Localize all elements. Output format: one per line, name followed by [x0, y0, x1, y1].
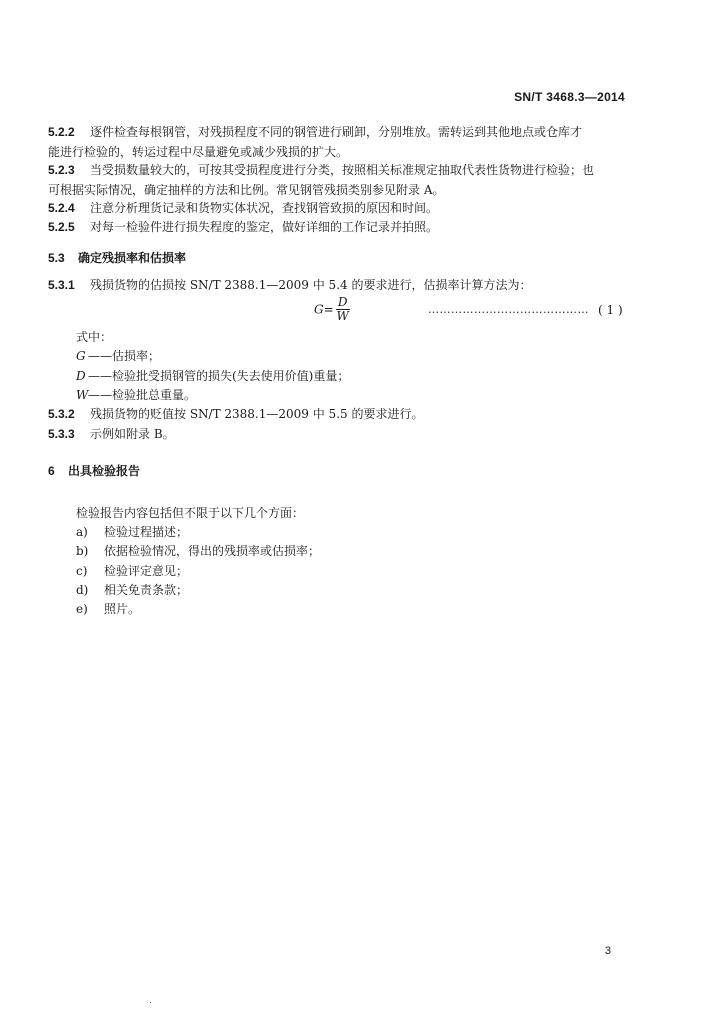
clause-text: 残损货物的贬值按 SN/T 2388.1—2009 中 5.5 的要求进行。	[90, 407, 424, 421]
clause-number: 5.2.3	[48, 163, 75, 177]
clause-number: 5.3.3	[48, 427, 75, 441]
list-item	[76, 582, 188, 598]
variable-definition	[76, 348, 160, 364]
clause-number: 5.3.2	[48, 407, 75, 421]
clause-number: 5.3.1	[48, 278, 75, 292]
clause-5-2-2-cont: 能进行检验的，转运过程中尽量避免或减少残损的扩大。	[48, 145, 349, 159]
clause-number: 5.2.2	[48, 125, 75, 139]
variable-description: ——检验批总重量。	[88, 388, 197, 402]
section-number: 6	[48, 464, 55, 478]
formula-numerator: D	[337, 295, 348, 309]
clause-text: 当受损数量较大的，可按其受损程度进行分类，按照相关标准规定抽取代表性货物进行检验；也	[90, 163, 595, 177]
list-item	[76, 601, 140, 617]
list-marker: c)	[76, 564, 88, 578]
clause-5-3-3	[48, 426, 175, 442]
page-number: 3	[604, 945, 611, 957]
clause-text: 示例如附录 B。	[90, 427, 175, 441]
list-marker: a)	[76, 525, 88, 539]
variable-description: ——估损率；	[88, 349, 161, 363]
list-marker: e)	[76, 602, 88, 616]
clause-number: 5.2.4	[48, 201, 75, 215]
clause-5-3-1	[48, 277, 531, 293]
section-heading-6	[48, 462, 140, 479]
list-item-text: 照片。	[104, 602, 141, 616]
list-item	[76, 524, 188, 540]
clause-5-2-5	[48, 219, 438, 235]
clause-5-2-2	[48, 124, 582, 140]
formula-fraction	[336, 296, 350, 323]
list-marker: b)	[76, 544, 89, 558]
where-label: 式中：	[76, 330, 113, 344]
variable-symbol: D	[76, 369, 86, 383]
variable-definition	[76, 387, 196, 403]
section-heading-5-3	[48, 249, 186, 266]
clause-text: 注意分析理货记录和货物实体状况，查找钢管致损的原因和时间。	[90, 201, 439, 215]
formula	[314, 296, 350, 323]
section-title: 出具检验报告	[68, 464, 141, 478]
formula-leader: ……………………………………	[428, 303, 589, 316]
clause-text: 残损货物的估损按 SN/T 2388.1—2009 中 5.4 的要求进行，估损率计算方法为：	[90, 278, 532, 292]
scan-speck	[150, 1002, 151, 1003]
section-number: 5.3	[48, 251, 65, 265]
formula-denominator: W	[336, 309, 349, 323]
clause-text: 逐件检查每根钢管，对残损程度不同的钢管进行刷卸，分别堆放。需转运到其他地点或仓库才	[90, 125, 583, 139]
list-item	[76, 563, 188, 579]
clause-5-2-4	[48, 200, 438, 216]
list-marker: d)	[76, 583, 89, 597]
report-intro: 检验报告内容包括但不限于以下几个方面：	[76, 506, 305, 520]
section-title: 确定残损率和估损率	[78, 251, 187, 265]
clause-5-2-3-cont: 可根据实际情况，确定抽样的方法和比例。常见钢管残损类别参见附录 A。	[48, 183, 445, 197]
variable-definition	[76, 368, 349, 384]
clause-5-2-3	[48, 162, 594, 178]
list-item-text: 检验过程描述；	[104, 525, 189, 539]
variable-symbol: W	[76, 388, 89, 402]
clause-5-3-2	[48, 406, 423, 422]
list-item-text: 依据检验情况，得出的残损率或估损率；	[104, 544, 321, 558]
list-item-text: 相关免责条款；	[104, 583, 189, 597]
equation-number: ( 1 )	[598, 303, 623, 317]
formula-lhs: G=	[314, 302, 334, 317]
standard-number: SN/T 3468.3—2014	[514, 90, 625, 104]
list-item	[76, 543, 320, 559]
variable-description: ——检验批受损钢管的损失(失去使用价值)重量；	[88, 369, 350, 383]
clause-number: 5.2.5	[48, 220, 75, 234]
clause-text: 对每一检验件进行损失程度的鉴定，做好详细的工作记录并拍照。	[90, 220, 439, 234]
list-item-text: 检验评定意见；	[104, 564, 189, 578]
variable-symbol: G	[76, 349, 86, 363]
